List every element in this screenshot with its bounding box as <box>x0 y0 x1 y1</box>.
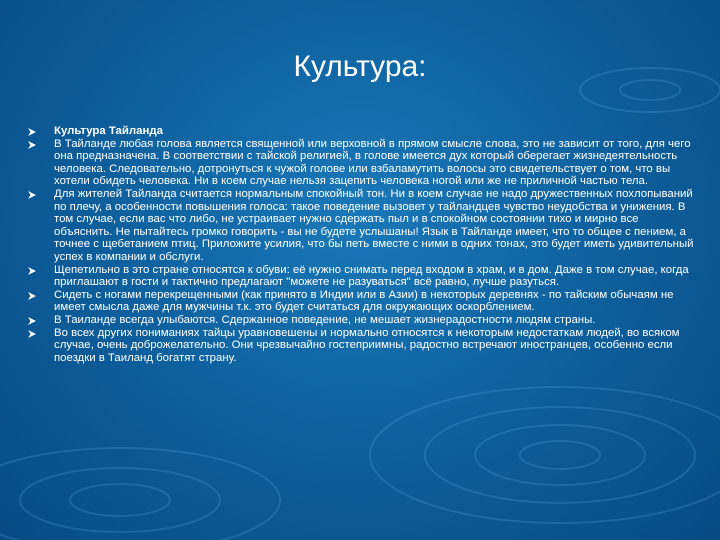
arrowhead-bullet-icon <box>28 141 36 149</box>
arrowhead-bullet-icon <box>28 267 36 275</box>
arrowhead-bullet-icon <box>28 292 36 300</box>
bullet-heading: Культура Тайланда <box>54 125 163 137</box>
bullet-item <box>28 264 700 289</box>
bullet-text: В Таиланде всегда улыбаются. Сдержанное поведение, не мешает жизнерадостности людям страны. <box>54 313 596 326</box>
bullet-item <box>28 138 700 188</box>
arrowhead-bullet-icon <box>28 128 36 136</box>
bullet-item <box>28 314 700 327</box>
slide-title: Культура: <box>293 50 427 83</box>
bullet-text: Во всех других пониманиях тайцы уравновешены и нормально относятся к некоторым недостаткам людей, во всяком случае, очень доброжелательно. Они чрезвычайно гостеприимны, радостно встречают иностранцев, особенно если поездки в Таиланд богатят страну. <box>54 326 680 364</box>
bullet-list <box>28 125 700 364</box>
bullet-text: Сидеть с ногами перекрещенными (как принято в Индии или в Азии) в некоторых деревнях - по тайским обычаям не имеет смысла даже для мужчины т.к. это будет считаться для окружающих оскорблением. <box>54 288 674 314</box>
bullet-item <box>28 188 700 264</box>
bullet-item <box>28 289 700 314</box>
arrowhead-bullet-icon <box>28 330 36 338</box>
bullet-text: Для жителей Тайланда считается нормальным спокойный тон. Ни в коем случае не надо дружественных похлопываний по плечу, а особенности повышения голоса: такое поведение вызовет у тайландцев чувство неудобства и унижения. В том случае, если вас что либо, не устраивает нужно сдержать пыл и в спокойном состоянии тихо и мирно все объяснить. Не пытайтесь громко говорить - вы не будете услышаны! Язык в Тайланде имеет, что то общее с пением, а точнее с щебетанием птиц. Приложите усилия, что бы петь вместе с ними в одних тонах, это будет иметь удивительный успех в компании и обслуги. <box>54 187 694 263</box>
bullet-text: В Тайланде любая голова является священной или верховной в прямом смысле слова, это не зависит от того, для чего она предназначена. В соответствии с тайской религией, в голове имеется дух который оберегает жизнедеятельность человека. Следовательно, дотронуться к чужой голове или взбаламутить волосы это свидетельствует о том, что вы хотели обидеть человека. Ни в коем случае нельзя зацепить человека ногой или же не приличной частью тела. <box>54 137 691 188</box>
arrowhead-bullet-icon <box>28 191 36 199</box>
bullet-item <box>28 327 700 365</box>
bullet-text: Щепетильно в это стране относятся к обуви: её нужно снимать перед входом в храм, и в дом. Даже в том случае, когда приглашают в гости и тактично предлагают "можете не разуваться" всё равно, лучше разуться. <box>54 263 689 289</box>
arrowhead-bullet-icon <box>28 317 36 325</box>
bullet-item <box>28 125 700 138</box>
